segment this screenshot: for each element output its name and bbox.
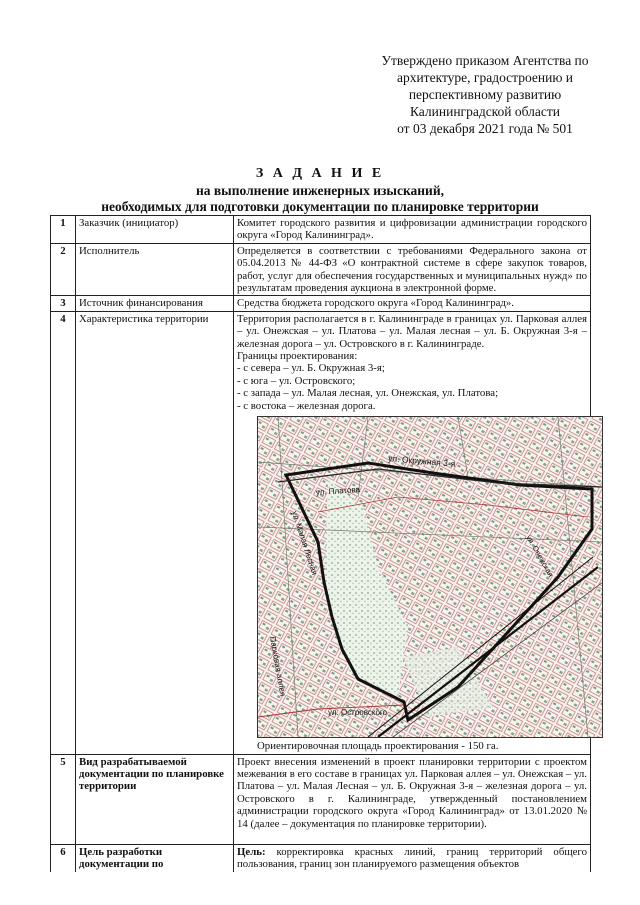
approval-line: архитектуре, градостроению и — [396, 70, 574, 85]
row-value: Комитет городского развития и цифровизации администрации городского округа «Город Калининград». — [234, 216, 591, 244]
row-label: Источник финансирования — [76, 296, 234, 311]
row-label: Вид разрабатываемой документации по планировке территории — [76, 754, 234, 844]
territory-map-drawing — [258, 417, 602, 737]
row-value: Определяется в соответствии с требованиями Федерального закона от 05.04.2013 № 44-ФЗ «О контрактной системе в сфере закупок товаров, работ, услуг для обеспечения государственных и муниципальных нужд» по результатам проведения аукциона в электронной форме. — [234, 243, 591, 296]
task-table — [50, 215, 591, 872]
bound-south: - с юга – ул. Островского; — [237, 374, 356, 387]
bound-north: - с севера – ул. Б. Окружная 3-я; — [237, 362, 385, 375]
row-value — [234, 311, 591, 754]
document-subtitle: на выполнение инженерных изысканий, — [195, 183, 444, 198]
table-row — [51, 754, 591, 844]
row-number: 5 — [51, 754, 76, 844]
table-row — [51, 243, 591, 296]
territory-map — [257, 416, 603, 738]
approval-line: Утверждено приказом Агентства по — [381, 53, 589, 68]
bound-east: - с востока – железная дорога. — [237, 399, 376, 412]
area-note: Ориентировочная площадь проектирования - 150 га. — [257, 740, 499, 753]
map-label-okruzhnaya: ул. Окружная 3-я — [387, 453, 456, 469]
row-value: Средства бюджета городского округа «Город Калининград». — [234, 296, 591, 311]
bounds-title: Границы проектирования: — [237, 350, 358, 363]
approval-line: Калининградской области — [409, 104, 561, 119]
row-label: Цель разработки документации по — [76, 844, 234, 871]
approval-line: от 03 декабря 2021 года № 501 — [397, 121, 573, 136]
table-row — [51, 844, 591, 871]
row-number: 1 — [51, 216, 76, 244]
map-label-malaya-lesnaya: ул. Малая Лесная — [290, 509, 320, 577]
table-row — [51, 216, 591, 244]
row-number: 2 — [51, 243, 76, 296]
approval-line: перспективному развитию — [408, 87, 562, 102]
row-label: Заказчик (инициатор) — [76, 216, 234, 244]
row-value — [234, 844, 591, 871]
table-row — [51, 311, 591, 754]
document-title: З А Д А Н И Е — [255, 166, 385, 181]
territory-description: Территория располагается в г. Калининграде в границах ул. Парковая аллея – ул. Онежская – ул. Платова – ул. Малая лесная – ул. Б. Окружная 3-я – железная дорога – ул. Островского в г. Калининграде. — [237, 312, 587, 350]
row-value: Проект внесения изменений в проект планировки территории с проектом межевания в его составе в границах ул. Парковая аллея – ул. Онежская – ул. Платова – ул. Малая Лесная – ул. Б. Окружная 3-я – железная дорога – ул. Островского в г. Калининграде, утвержденный постановлением администрации городского округа «Город Калининград» от 13.01.2020 № 14 (далее – документация по планировке территории). — [234, 754, 591, 844]
document-subtitle: необходимых для подготовки документации по планировке территории — [101, 199, 539, 214]
row-label: Характеристика территории — [76, 311, 234, 754]
row-number: 6 — [51, 844, 76, 871]
map-label-parkovaya: Парковая аллея — [268, 635, 288, 697]
bound-west: - с запада – ул. Малая лесная, ул. Онежская, ул. Платова; — [237, 387, 499, 400]
map-label-ostrovskogo: ул. Островского — [328, 708, 388, 718]
map-label-platova: ул. Платова — [315, 485, 361, 498]
row-label: Исполнитель — [76, 243, 234, 296]
row-number: 4 — [51, 311, 76, 754]
approval-stamp — [340, 52, 630, 137]
table-row — [51, 296, 591, 311]
map-label-onezhskaya: ул. Онежская — [524, 533, 556, 579]
row-number: 3 — [51, 296, 76, 311]
goal-text: корректировка красных линий, границ территорий общего пользования, границ зон планируемого размещения объектов — [237, 845, 587, 871]
goal-label: Цель: — [237, 845, 266, 858]
